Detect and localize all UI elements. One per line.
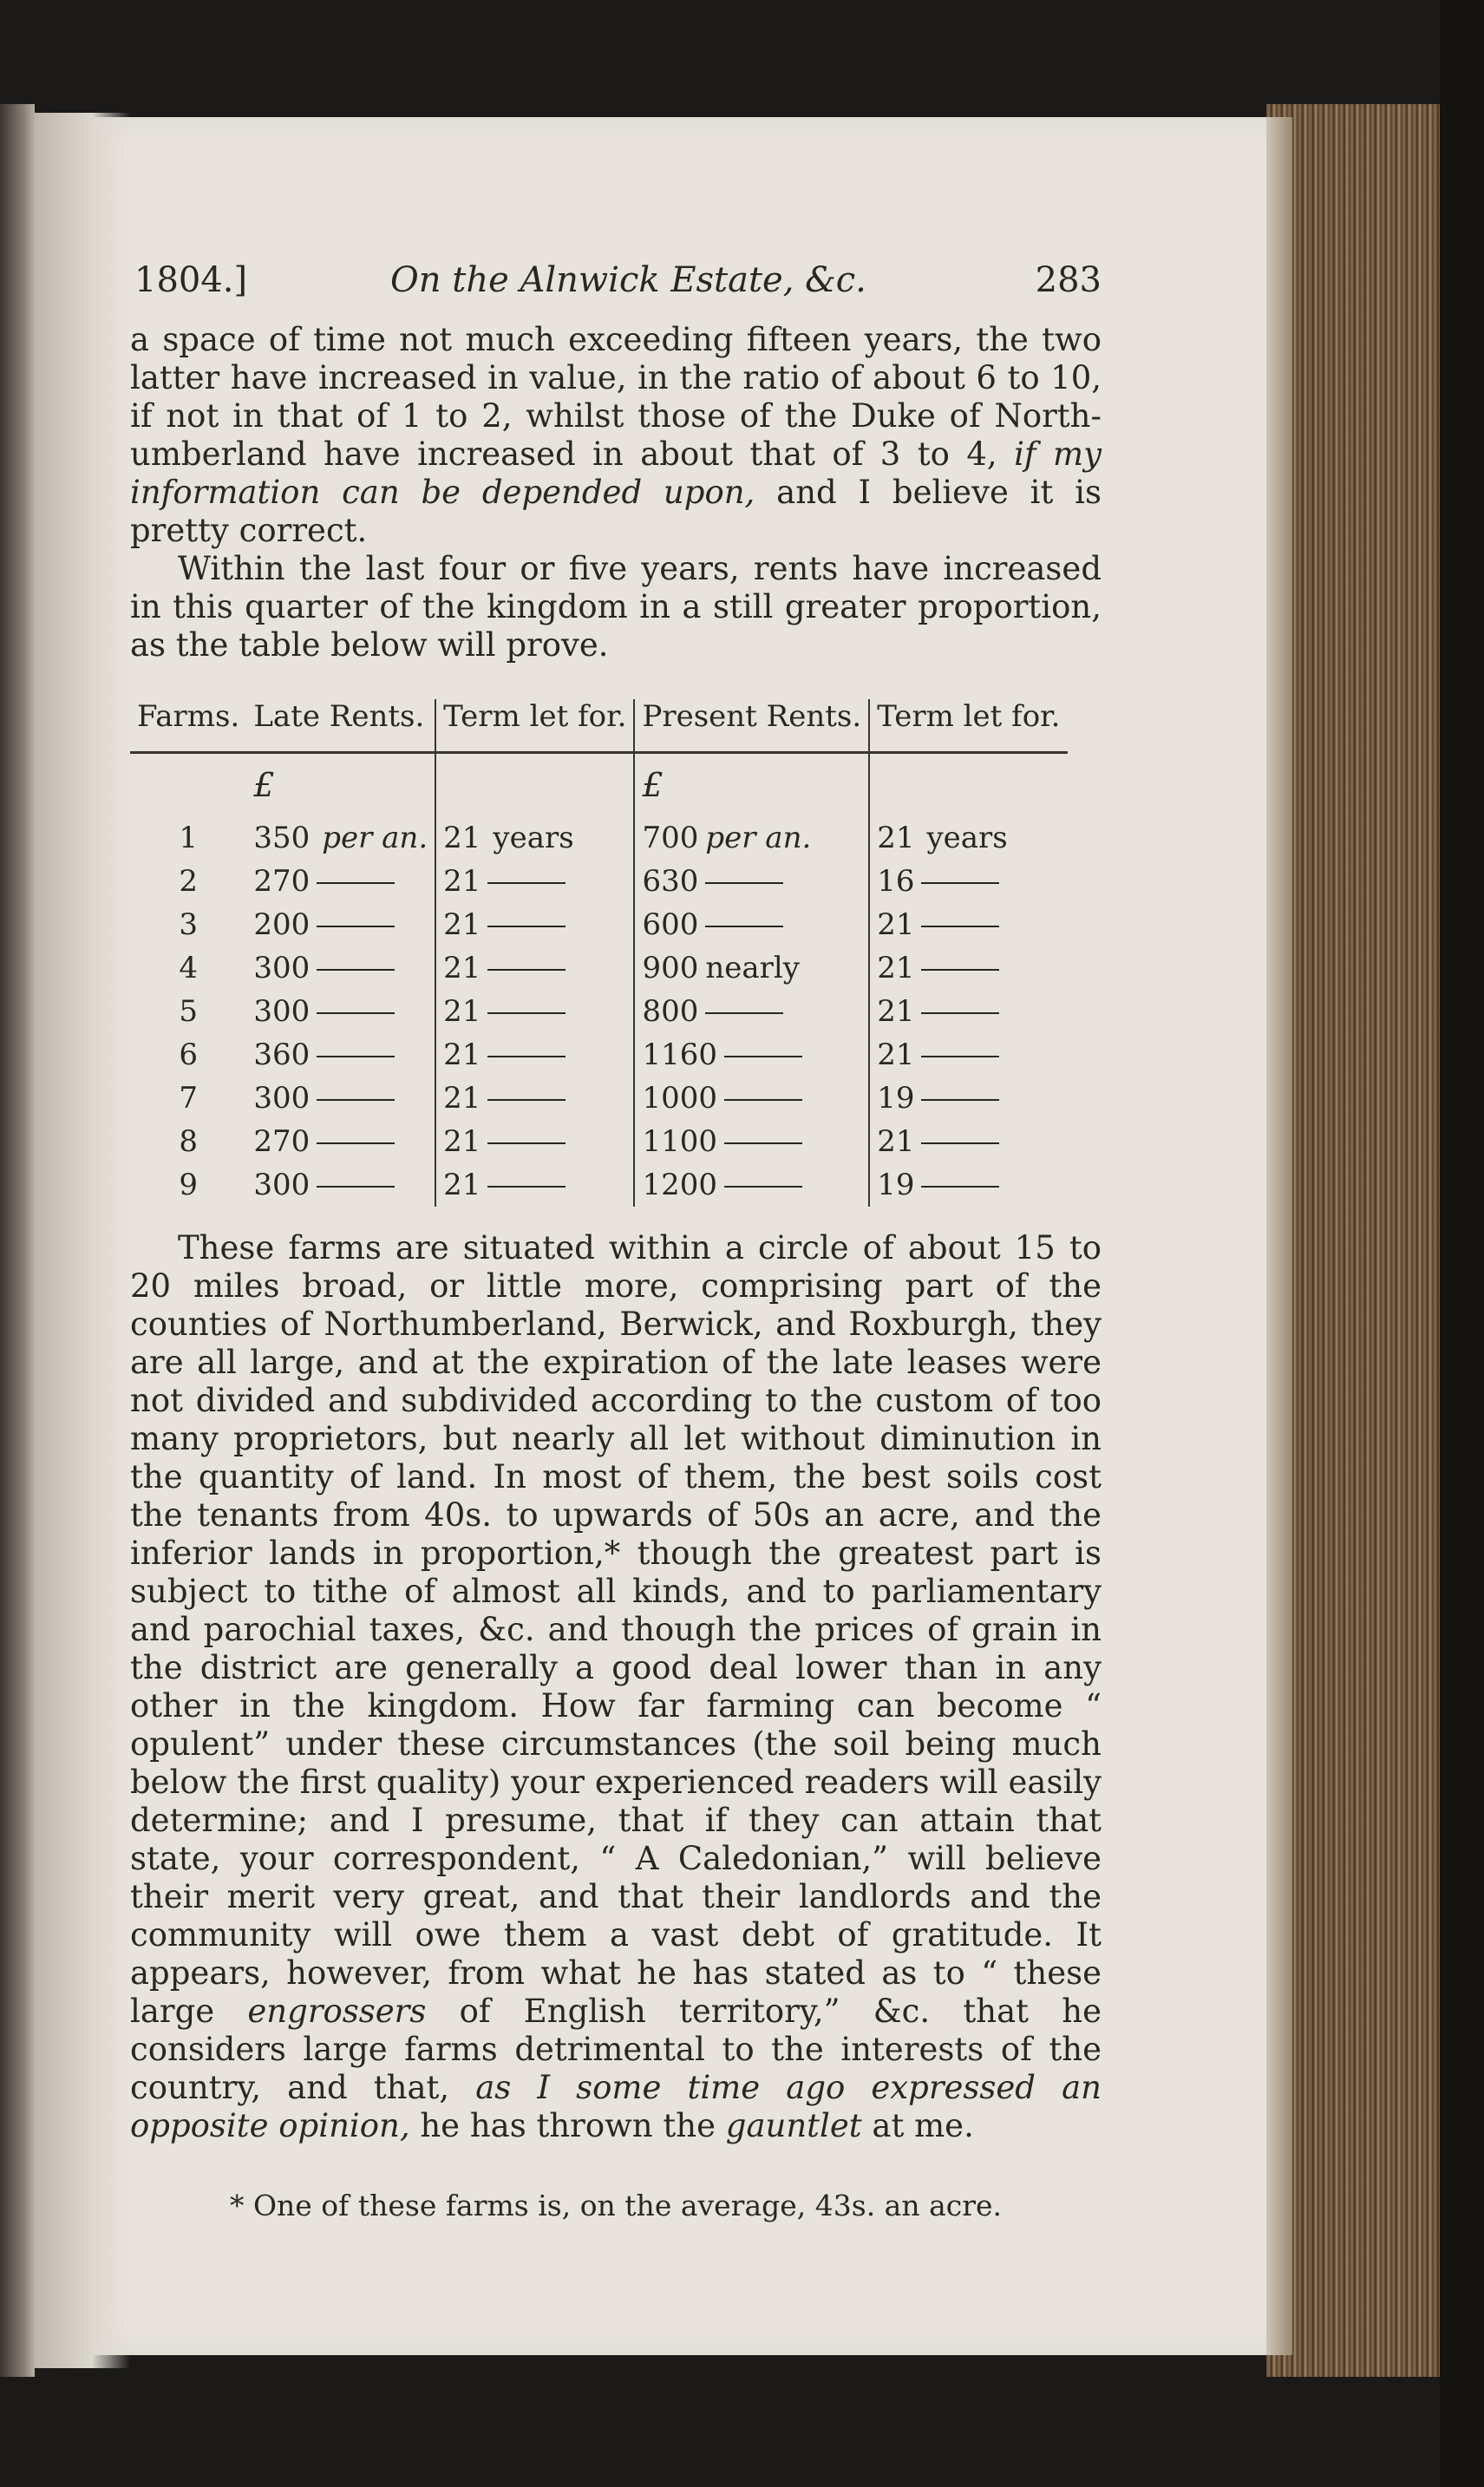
- farm-number: 9: [179, 1168, 198, 1202]
- farm-number: 7: [179, 1081, 198, 1116]
- ditto-dash: [487, 1099, 565, 1101]
- present-rent-value: 1160: [642, 1037, 717, 1072]
- term-value: 21: [443, 1037, 481, 1072]
- paragraph-1-italic: if my information can be depended upon,: [130, 435, 1102, 511]
- page-edge: [1266, 117, 1292, 2355]
- ditto-dash: [487, 1186, 565, 1188]
- term-value-2: 21: [877, 1124, 915, 1159]
- farm-number: 3: [179, 907, 198, 942]
- currency-row: [130, 753, 1068, 817]
- ditto-dash: [487, 926, 565, 927]
- book-fore-edge: [1266, 104, 1440, 2377]
- table-row: [130, 1077, 1068, 1120]
- term-value-2: 21: [877, 1037, 915, 1072]
- ditto-dash: [487, 1012, 565, 1014]
- term-value: 21: [443, 951, 481, 985]
- ditto-dash: [487, 969, 565, 971]
- term-value: 21: [443, 907, 481, 942]
- farm-number: 8: [179, 1124, 198, 1159]
- term-value-2: 21: [877, 994, 915, 1029]
- ditto-dash: [921, 1012, 999, 1014]
- farm-number: 6: [179, 1037, 198, 1072]
- spine-shadow: [35, 113, 130, 2368]
- paragraph-3-text-c: he has thrown the: [409, 2107, 726, 2144]
- late-rent-value: 300: [253, 951, 311, 985]
- book-left-edge: [0, 104, 35, 2377]
- paragraph-3-italic-3: gauntlet: [725, 2107, 862, 2144]
- present-rent-value: 600: [642, 907, 699, 942]
- ditto-dash: [724, 1056, 802, 1057]
- ditto-dash: [487, 1056, 565, 1057]
- term-value: 21: [443, 864, 481, 899]
- pound-sign: £: [253, 766, 275, 804]
- ditto-dash: [487, 1142, 565, 1144]
- paragraph-3-text-d: at me.: [861, 2107, 974, 2144]
- paragraph-2: Within the last four or five years, rents have increased in this quarter of the kingdom in a still greater proportion, as the table below will prove.: [130, 550, 1102, 664]
- term-value: 21: [443, 1168, 481, 1202]
- table-row: [130, 1033, 1068, 1077]
- table-row: [130, 946, 1068, 990]
- paragraph-3-italic-1: engrossers: [247, 1993, 427, 2030]
- ditto-dash: [705, 1012, 783, 1014]
- term-value: 21: [443, 1124, 481, 1159]
- ditto-dash: [921, 1099, 999, 1101]
- present-rent-value: 1100: [642, 1124, 717, 1159]
- late-rent-value: 360: [253, 1037, 311, 1072]
- ditto-dash: [724, 1099, 802, 1101]
- term-suffix: years: [493, 821, 574, 855]
- rents-table: [130, 699, 1068, 1207]
- ditto-dash: [317, 1012, 395, 1014]
- running-head-title: On the Alnwick Estate, &c.: [390, 260, 866, 300]
- late-rent-value: 300: [253, 1168, 311, 1202]
- term-value: 21: [443, 821, 481, 855]
- farm-number: 5: [179, 994, 198, 1029]
- ditto-dash: [317, 1099, 395, 1101]
- paragraph-1: [130, 321, 1102, 550]
- paragraph-3: [130, 1229, 1102, 2145]
- late-rent-suffix: per an.: [322, 821, 428, 855]
- table-row: [130, 816, 1068, 860]
- ditto-dash: [487, 882, 565, 884]
- ditto-dash: [921, 969, 999, 971]
- ditto-dash: [317, 969, 395, 971]
- present-rent-suffix: nearly: [705, 951, 800, 985]
- present-rent-value: 900: [642, 951, 699, 985]
- ditto-dash: [705, 926, 783, 927]
- header-present-rents: Present Rents.: [634, 699, 869, 753]
- present-rent-value: 800: [642, 994, 699, 1029]
- table-row: [130, 1120, 1068, 1163]
- ditto-dash: [921, 1186, 999, 1188]
- term-value-2: 21: [877, 907, 915, 942]
- term-value-2: 21: [877, 951, 915, 985]
- rents-table-header: [130, 699, 1068, 753]
- table-row: [130, 903, 1068, 946]
- footnote: * One of these farms is, on the average, 43s. an acre.: [229, 2189, 1003, 2222]
- late-rent-value: 200: [253, 907, 311, 942]
- ditto-dash: [705, 882, 783, 884]
- term-value-2: 16: [877, 864, 915, 899]
- header-term-let-for: Term let for.: [435, 699, 634, 753]
- ditto-dash: [317, 1056, 395, 1057]
- present-rent-value: 700: [642, 821, 699, 855]
- present-rent-value: 1000: [642, 1081, 717, 1116]
- late-rent-value: 270: [253, 864, 311, 899]
- term-suffix-2: years: [926, 821, 1008, 855]
- ditto-dash: [724, 1186, 802, 1188]
- header-term-let-for-2: Term let for.: [869, 699, 1067, 753]
- term-value-2: 21: [877, 821, 915, 855]
- table-row: [130, 990, 1068, 1033]
- pound-sign-2: £: [634, 753, 869, 817]
- present-rent-value: 1200: [642, 1168, 717, 1202]
- paragraph-3-text-b: of English territory,” &c. that he considers large farms detrimental to the interests of the country, and that,: [130, 1993, 1102, 2106]
- paragraph-1-text-b: and I believe it is pretty correct.: [130, 474, 1102, 549]
- farm-number: 2: [179, 864, 198, 899]
- present-rent-suffix: per an.: [705, 821, 812, 855]
- ditto-dash: [724, 1142, 802, 1144]
- table-row: [130, 1163, 1068, 1207]
- term-value-2: 19: [877, 1081, 915, 1116]
- farm-number: 1: [179, 821, 198, 855]
- late-rent-value: 300: [253, 994, 311, 1029]
- late-rent-value: 300: [253, 1081, 311, 1116]
- page-number: 283: [1035, 260, 1102, 300]
- ditto-dash: [921, 1056, 999, 1057]
- present-rent-value: 630: [642, 864, 699, 899]
- late-rent-value: 270: [253, 1124, 311, 1159]
- page-content: [130, 260, 1102, 2222]
- ditto-dash: [921, 926, 999, 927]
- paragraph-3-text-a: These farms are situated within a circle of about 15 to 20 miles broad, or little more, comprising part of the counties of Northumberland, Berwick, and Roxburgh, they are all large, and at the expiration of the late leases were not divided and subdivided according to the custom of too many proprietors, but nearly all let without diminution in the quantity of land. In most of them, the best soils cost the tenants from 40s. to upwards of 50s an acre, and the inferior lands in proportion,* though the greatest part is subject to tithe of almost all kinds, and to parliamentary and parochial taxes, &c. and though the prices of grain in the district are generally a good deal lower than in any other in the kingdom. How far farming can become “ opulent” under these circumstances (the soil being much below the first quality) your experienced readers will easily determine; and I presume, that if they can attain that state, your correspondent, “ A Caledonian,” will believe their merit very great, and that their landlords and the community will owe them a vast debt of gratitude. It appears, however, from what he has stated as to “ these large: [130, 1229, 1102, 2030]
- header-farms: Farms.: [130, 699, 246, 753]
- ditto-dash: [317, 882, 395, 884]
- ditto-dash: [317, 1186, 395, 1188]
- paragraph-1-text-a: a space of time not much exceeding fifteen years, the two latter have increased in value, in the ratio of about 6 to 10, if not in that of 1 to 2, whilst those of the Duke of North-umberland have increased in about that of 3 to 4,: [130, 321, 1102, 473]
- farm-number: 4: [179, 951, 198, 985]
- term-value: 21: [443, 994, 481, 1029]
- ditto-dash: [317, 1142, 395, 1144]
- paragraph-3-italic-2: as I some time ago expressed an opposite opinion,: [130, 2069, 1102, 2144]
- running-head: [130, 260, 1102, 321]
- ditto-dash: [921, 1142, 999, 1144]
- late-rent-value: 350: [253, 821, 311, 855]
- ditto-dash: [921, 882, 999, 884]
- ditto-dash: [317, 926, 395, 927]
- background-right: [1440, 0, 1484, 2487]
- header-late-rents: Late Rents.: [246, 699, 435, 753]
- term-value: 21: [443, 1081, 481, 1116]
- term-value-2: 19: [877, 1168, 915, 1202]
- table-row: [130, 860, 1068, 903]
- running-head-year: 1804.]: [134, 260, 248, 300]
